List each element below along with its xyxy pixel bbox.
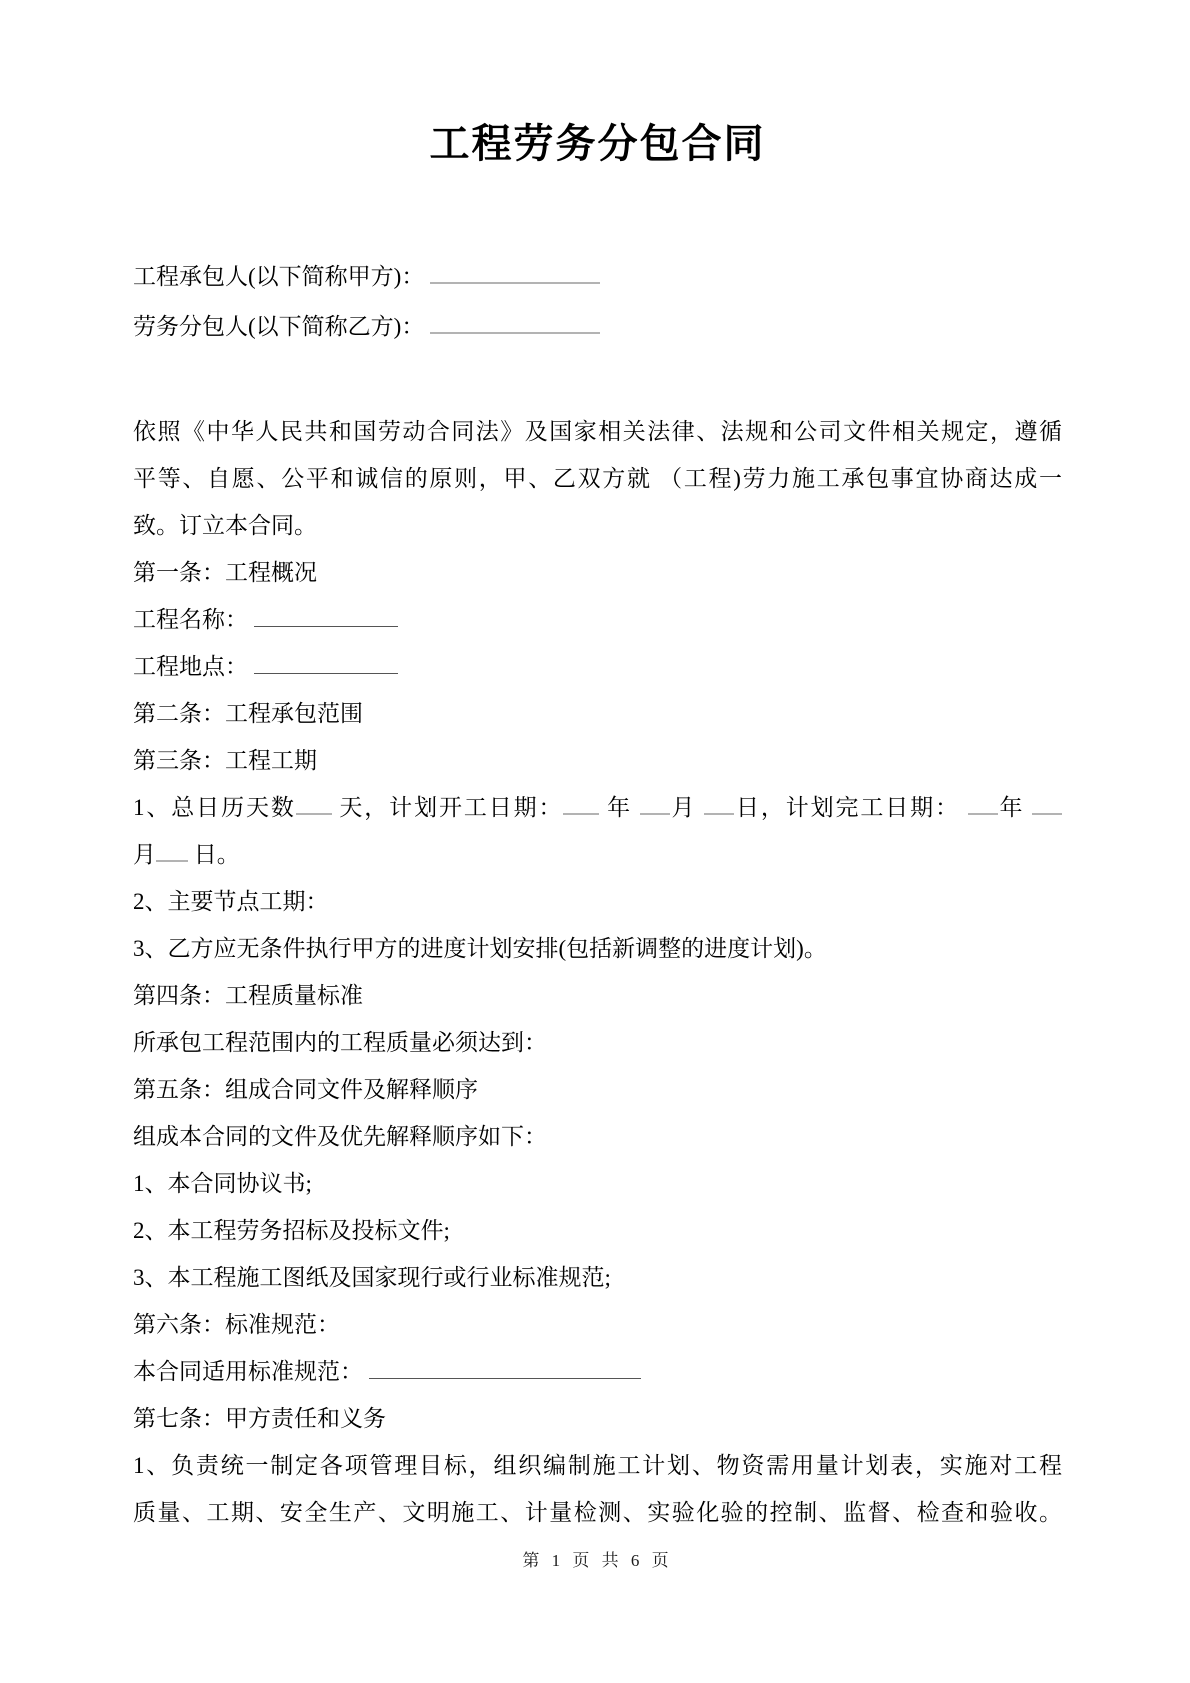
document-title: 工程劳务分包合同 [429, 121, 766, 166]
clause-4-body [133, 1019, 1062, 1066]
clause-heading-2 [133, 690, 1062, 737]
fill-in-blank [430, 309, 600, 334]
line-text: 1、负责统一制定各项管理目标，组织编制施工计划、物资需用量计划表，实施对工程 [133, 1453, 1062, 1478]
line-text: 3、乙方应无条件执行甲方的进度计划安排(包括新调整的进度计划)。 [133, 936, 827, 961]
clause-7-item-1 [133, 1442, 1062, 1489]
fill-in-blank [254, 603, 398, 627]
clause-heading-4 [133, 972, 1062, 1019]
line-text: 工程承包人(以下简称甲方)： [133, 264, 431, 289]
line-text: 第四条：工程质量标准 [133, 983, 363, 1008]
line-text: 3、本工程施工图纸及国家现行或行业标准规范; [133, 1265, 611, 1290]
line-text: 第七条：甲方责任和义务 [133, 1406, 386, 1431]
fill-in-blank [254, 650, 398, 674]
page-number-footer: 第 1 页 共 6 页 [522, 1551, 673, 1570]
clause-3-item-1 [133, 784, 1062, 831]
fill-in-blank [704, 790, 734, 815]
line-text: 组成本合同的文件及优先解释顺序如下： [133, 1124, 547, 1149]
line-text: 日。 [188, 842, 240, 867]
line-text: 第二条：工程承包范围 [133, 701, 363, 726]
line-text: 工程地点： [133, 654, 254, 679]
fill-in-blank [369, 1355, 641, 1379]
line-text: 工程名称： [133, 607, 254, 632]
blank-line [133, 352, 1062, 408]
line-text: 天，计划开工日期： [331, 795, 564, 820]
line-text: 第五条：组成合同文件及解释顺序 [133, 1077, 478, 1102]
line-text: 第六条：标准规范： [133, 1312, 340, 1337]
clause-heading-5 [133, 1066, 1062, 1113]
preamble-line [133, 502, 1062, 549]
fill-in-blank [968, 790, 998, 815]
fill-in-blank [156, 837, 188, 862]
line-text: 致。订立本合同。 [133, 513, 317, 538]
clause-3-item-1-cont [133, 831, 1062, 878]
preamble-line [133, 408, 1062, 455]
clause-heading-3 [133, 737, 1062, 784]
fill-in-blank [296, 790, 332, 815]
line-text: 2、主要节点工期： [133, 889, 329, 914]
line-text: 劳务分包人(以下简称乙方)： [133, 314, 431, 339]
clause-heading-6 [133, 1301, 1062, 1348]
fill-in-blank [640, 790, 670, 815]
line-text: 年 [599, 795, 640, 820]
line-text: 2、本工程劳务招标及投标文件; [133, 1218, 450, 1243]
line-text: 平等、自愿、公平和诚信的原则，甲、乙双方就 （工程)劳力施工承包事宜协商达成一 [133, 466, 1062, 491]
clause-5-item-3 [133, 1254, 1062, 1301]
clause-6-body [133, 1348, 1062, 1395]
line-text: 1、总日历天数 [133, 795, 296, 820]
clause-7-item-1-cont [133, 1489, 1062, 1536]
line-text: 所承包工程范围内的工程质量必须达到： [133, 1030, 547, 1055]
line-text: 依照《中华人民共和国劳动合同法》及国家相关法律、法规和公司文件相关规定，遵循 [133, 419, 1062, 444]
line-text: 第一条：工程概况 [133, 560, 317, 585]
clause-heading-7 [133, 1395, 1062, 1442]
line-text: 日，计划完工日期： [734, 795, 968, 820]
line-text: 本合同适用标准规范： [133, 1359, 369, 1384]
line-text: 月 [669, 795, 705, 820]
line-text: 月 [133, 842, 156, 867]
clause-5-item-2 [133, 1207, 1062, 1254]
preamble-line [133, 455, 1062, 502]
project-name-line [133, 596, 1062, 643]
party-a-line [133, 252, 1062, 302]
line-text: 1、本合同协议书; [133, 1171, 312, 1196]
fill-in-blank [1032, 790, 1062, 815]
clause-5-body [133, 1113, 1062, 1160]
fill-in-blank [563, 790, 599, 815]
party-b-line [133, 302, 1062, 352]
line-text: 质量、工期、安全生产、文明施工、计量检测、实验化验的控制、监督、检查和验收。 [133, 1500, 1062, 1525]
clause-heading-1 [133, 549, 1062, 596]
clause-3-item-3 [133, 925, 1062, 972]
fill-in-blank [430, 259, 600, 284]
line-text: 第三条：工程工期 [133, 748, 317, 773]
clause-3-item-2 [133, 878, 1062, 925]
line-text: 年 [997, 795, 1033, 820]
document-body [133, 252, 1062, 1536]
project-site-line [133, 643, 1062, 690]
clause-5-item-1 [133, 1160, 1062, 1207]
